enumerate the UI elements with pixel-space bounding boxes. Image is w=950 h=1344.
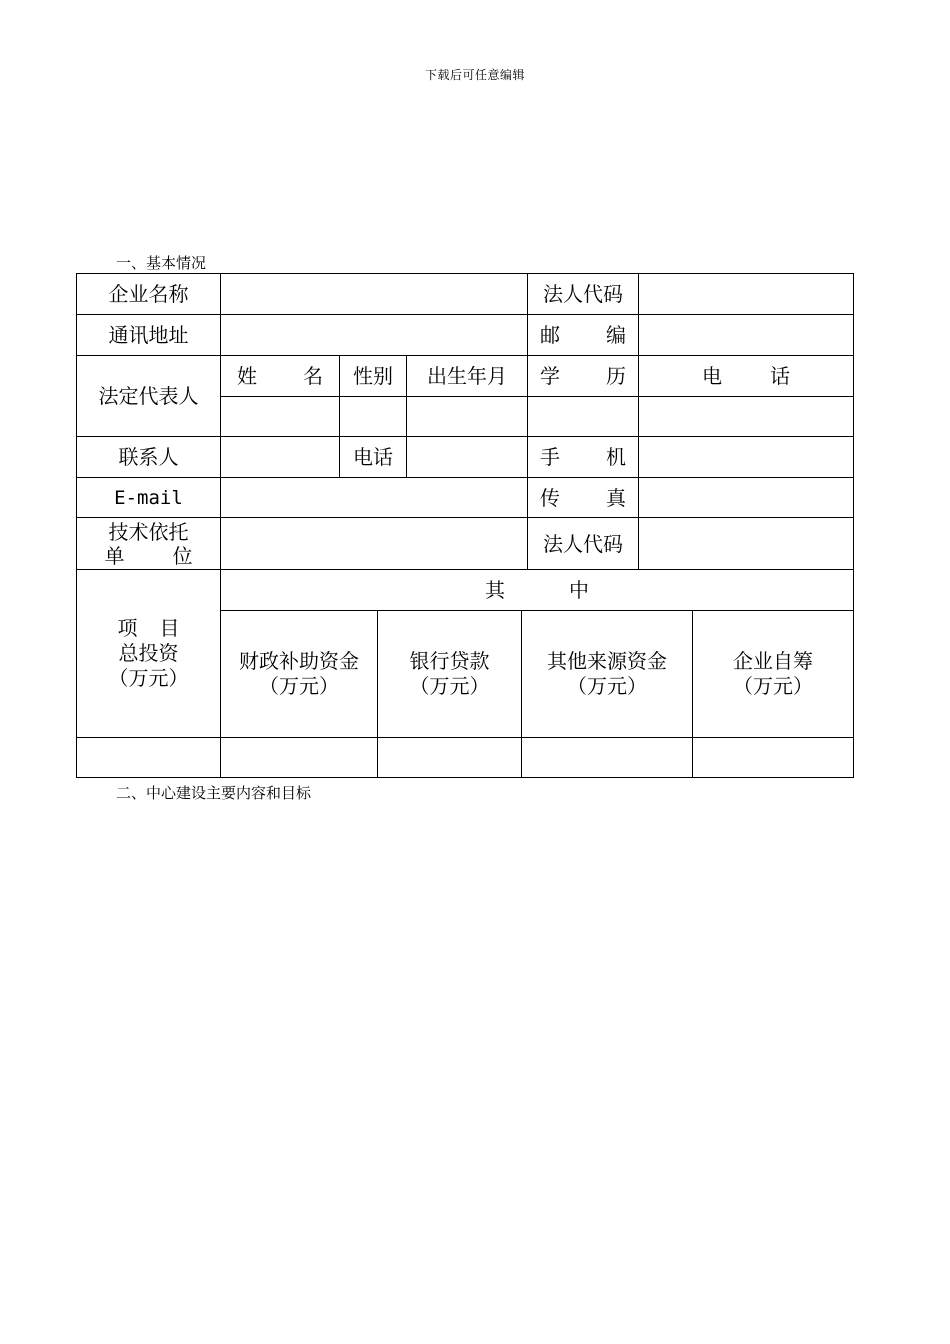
education-label-char: 历 [606,364,626,388]
bank-loan-label-stack [410,649,490,699]
of-which-label [221,570,853,610]
contact-label: 联系人 [118,445,179,469]
contact-phone-field[interactable] [407,437,527,477]
tech-unit-label-char: 位 [172,543,193,568]
address-field[interactable] [221,315,527,355]
rep-gender-field[interactable] [340,397,406,436]
of-which-label-char: 中 [569,578,589,602]
other-sources-label [522,611,692,737]
email-field[interactable] [221,478,527,517]
postcode-label-char: 邮 [540,323,560,347]
name-label [221,356,339,396]
tech-unit-label [77,518,220,569]
contact-name-field[interactable] [221,437,339,477]
total-invest-label-char: 项 [117,616,138,640]
legal-rep-label: 法定代表人 [98,384,199,408]
tech-unit-label-line1: 技术依托 [108,519,189,544]
other-sources-label-stack [547,649,667,699]
rep-name-field[interactable] [221,397,339,436]
education-label [528,356,638,396]
mobile-label-char: 机 [606,445,626,469]
section-title-basic-info: 一、基本情况 [116,254,207,272]
fax-label-char: 传 [540,485,560,510]
total-invest-label-line3: （万元） [108,666,189,690]
fiscal-subsidy-label-line1: 财政补助资金 [239,649,359,673]
company-name-label: 企业名称 [108,282,189,306]
tech-legal-code-field[interactable] [639,518,853,569]
email-label: E-mail [114,486,183,509]
fiscal-subsidy-label-stack [239,649,359,699]
postcode-label-char: 编 [606,323,626,347]
bank-loan-label [378,611,521,737]
fiscal-subsidy-field[interactable] [221,738,377,777]
mobile-label [528,437,638,477]
fiscal-subsidy-label-line2: （万元） [259,674,339,698]
total-invest-label [77,570,220,737]
tech-unit-label-char: 单 [104,543,125,568]
phone-label-char: 话 [770,364,790,388]
self-raised-label-line1: 企业自筹 [733,649,813,673]
fax-label-char: 真 [606,485,626,510]
name-label-char: 姓 [237,364,257,388]
tech-unit-label-line2 [105,544,193,568]
total-invest-label-line1 [118,616,180,641]
total-investment-field[interactable] [77,738,220,777]
self-raised-label-stack [733,649,813,699]
name-label-char: 名 [303,364,323,388]
section-title-center-goals: 二、中心建设主要内容和目标 [116,784,312,802]
contact-mobile-field[interactable] [639,437,853,477]
rep-birth-field[interactable] [407,397,527,436]
other-sources-label-line1: 其他来源资金 [547,649,667,673]
bank-loan-field[interactable] [378,738,521,777]
legal-code-label: 法人代码 [543,282,623,306]
other-sources-label-line2: （万元） [567,674,647,698]
total-invest-label-stack [109,616,189,691]
fax-field[interactable] [639,478,853,517]
total-invest-label-char: 目 [159,616,180,640]
bank-loan-label-line2: （万元） [409,674,490,698]
total-invest-label-line2: 总投资 [118,641,179,665]
education-label-char: 学 [540,364,560,388]
contact-phone-label: 电话 [353,445,393,469]
self-raised-label-line2: （万元） [733,674,813,698]
bank-loan-label-line1: 银行贷款 [409,649,490,673]
rep-phone-field[interactable] [639,397,853,436]
postcode-label [528,315,638,355]
phone-label [639,356,853,396]
header-note: 下载后可任意编辑 [424,68,525,82]
self-raised-field[interactable] [693,738,853,777]
table-border-right [853,273,854,778]
address-label: 通讯地址 [108,323,189,347]
company-name-field[interactable] [221,274,527,314]
birth-label: 出生年月 [427,364,507,388]
mobile-label-char: 手 [540,445,560,469]
fax-label [528,478,638,517]
other-sources-field[interactable] [522,738,692,777]
legal-code-field[interactable] [639,274,853,314]
self-raised-label [693,611,853,737]
fiscal-subsidy-label [221,611,377,737]
gender-label: 性别 [353,364,393,388]
tech-legal-code-label: 法人代码 [543,531,623,556]
phone-label-char: 电 [702,364,722,388]
rep-education-field[interactable] [528,397,638,436]
of-which-label-char: 其 [485,578,505,602]
tech-unit-field[interactable] [221,518,527,569]
table-border-bottom [76,777,854,778]
postcode-field[interactable] [639,315,853,355]
